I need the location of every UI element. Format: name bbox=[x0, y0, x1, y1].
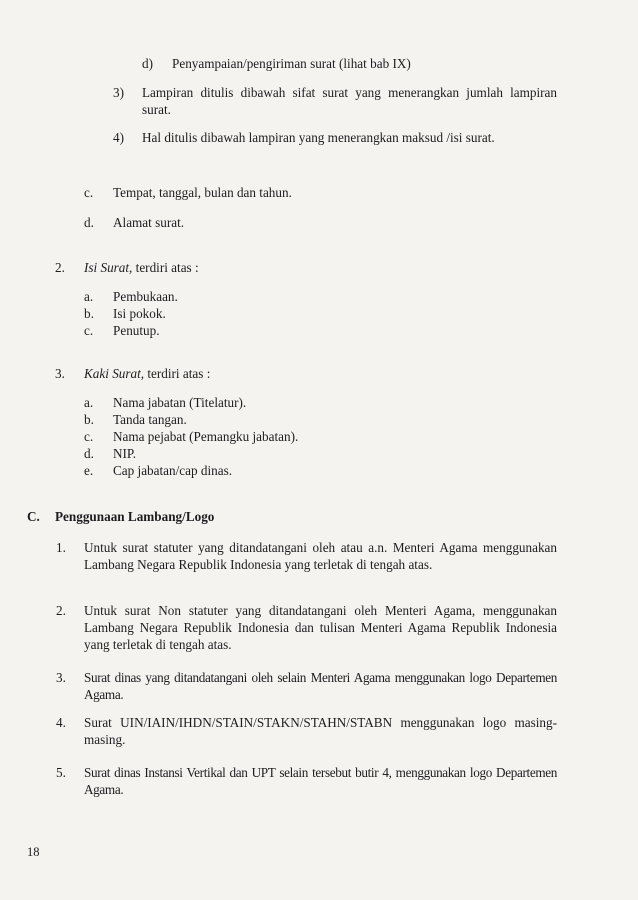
list-item-text: Nama pejabat (Pemangku jabatan). bbox=[113, 429, 299, 444]
page-number: 18 bbox=[27, 845, 40, 859]
list-marker: c. bbox=[84, 323, 94, 338]
list-marker: 5. bbox=[56, 765, 66, 780]
list-item-text: Hal ditulis dibawah lampiran yang menerangkan maksud /isi surat. bbox=[142, 130, 495, 145]
list-item-text: Surat dinas Instansi Vertikal dan UPT selain tersebut butir 4, menggunakan logo Departemen Agama. bbox=[84, 765, 557, 797]
list-item-text: Lampiran ditulis dibawah sifat surat yang menerangkan jumlah lampiran surat. bbox=[142, 85, 557, 117]
list-item-text: Cap jabatan/cap dinas. bbox=[113, 463, 233, 478]
list-marker: 3. bbox=[56, 670, 66, 685]
list-item-text: Isi pokok. bbox=[113, 306, 166, 321]
list-marker: c. bbox=[84, 429, 94, 444]
section-marker: C. bbox=[27, 509, 40, 524]
section-heading: Penggunaan Lambang/Logo bbox=[55, 509, 215, 524]
section-suffix: terdiri atas : bbox=[132, 260, 199, 275]
list-marker: a. bbox=[84, 395, 94, 410]
list-item-text: Pembukaan. bbox=[113, 289, 178, 304]
list-marker: 2. bbox=[56, 603, 66, 618]
list-item-text: Tempat, tanggal, bulan dan tahun. bbox=[113, 185, 292, 200]
list-marker: 1. bbox=[56, 540, 66, 555]
list-marker: d. bbox=[84, 215, 94, 230]
list-item-text: Surat dinas yang ditandatangani oleh selain Menteri Agama menggunakan logo Departemen Agama. bbox=[84, 670, 557, 702]
section-suffix: terdiri atas : bbox=[144, 366, 211, 381]
section-title: Isi Surat, bbox=[84, 260, 133, 275]
list-marker: 4. bbox=[56, 715, 66, 730]
list-item-text: Nama jabatan (Titelatur). bbox=[113, 395, 247, 410]
list-marker: d) bbox=[142, 56, 153, 71]
list-marker: c. bbox=[84, 185, 94, 200]
list-item-text: NIP. bbox=[113, 446, 137, 461]
list-marker: a. bbox=[84, 289, 94, 304]
list-item-text: Untuk surat Non statuter yang ditandatangani oleh Menteri Agama, menggunakan Lambang Negara Republik Indonesia dan tulisan Menteri Agama Republik Indonesia yang terletak di tengah atas. bbox=[84, 603, 557, 652]
list-item-text: Alamat surat. bbox=[113, 215, 185, 230]
section-heading bbox=[84, 366, 210, 382]
list-marker: b. bbox=[84, 306, 94, 321]
list-marker: 4) bbox=[113, 130, 124, 145]
list-item-text: Penyampaian/pengiriman surat (lihat bab IX) bbox=[172, 56, 411, 71]
section-title: Kaki Surat, bbox=[84, 366, 145, 381]
list-item-text: Untuk surat statuter yang ditandatangani oleh atau a.n. Menteri Agama menggunakan Lambang Negara Republik Indonesia yang terletak di tengah atas. bbox=[84, 540, 557, 572]
list-marker: 3. bbox=[55, 366, 65, 381]
list-item-text: Penutup. bbox=[113, 323, 160, 338]
list-marker: e. bbox=[84, 463, 94, 478]
list-item-text: Tanda tangan. bbox=[113, 412, 187, 427]
list-item-text: Surat UIN/IAIN/IHDN/STAIN/STAKN/STAHN/STABN menggunakan logo masing-masing. bbox=[84, 715, 557, 747]
list-marker: d. bbox=[84, 446, 94, 461]
list-marker: b. bbox=[84, 412, 94, 427]
list-marker: 2. bbox=[55, 260, 65, 275]
list-marker: 3) bbox=[113, 85, 124, 100]
section-heading bbox=[84, 260, 199, 276]
